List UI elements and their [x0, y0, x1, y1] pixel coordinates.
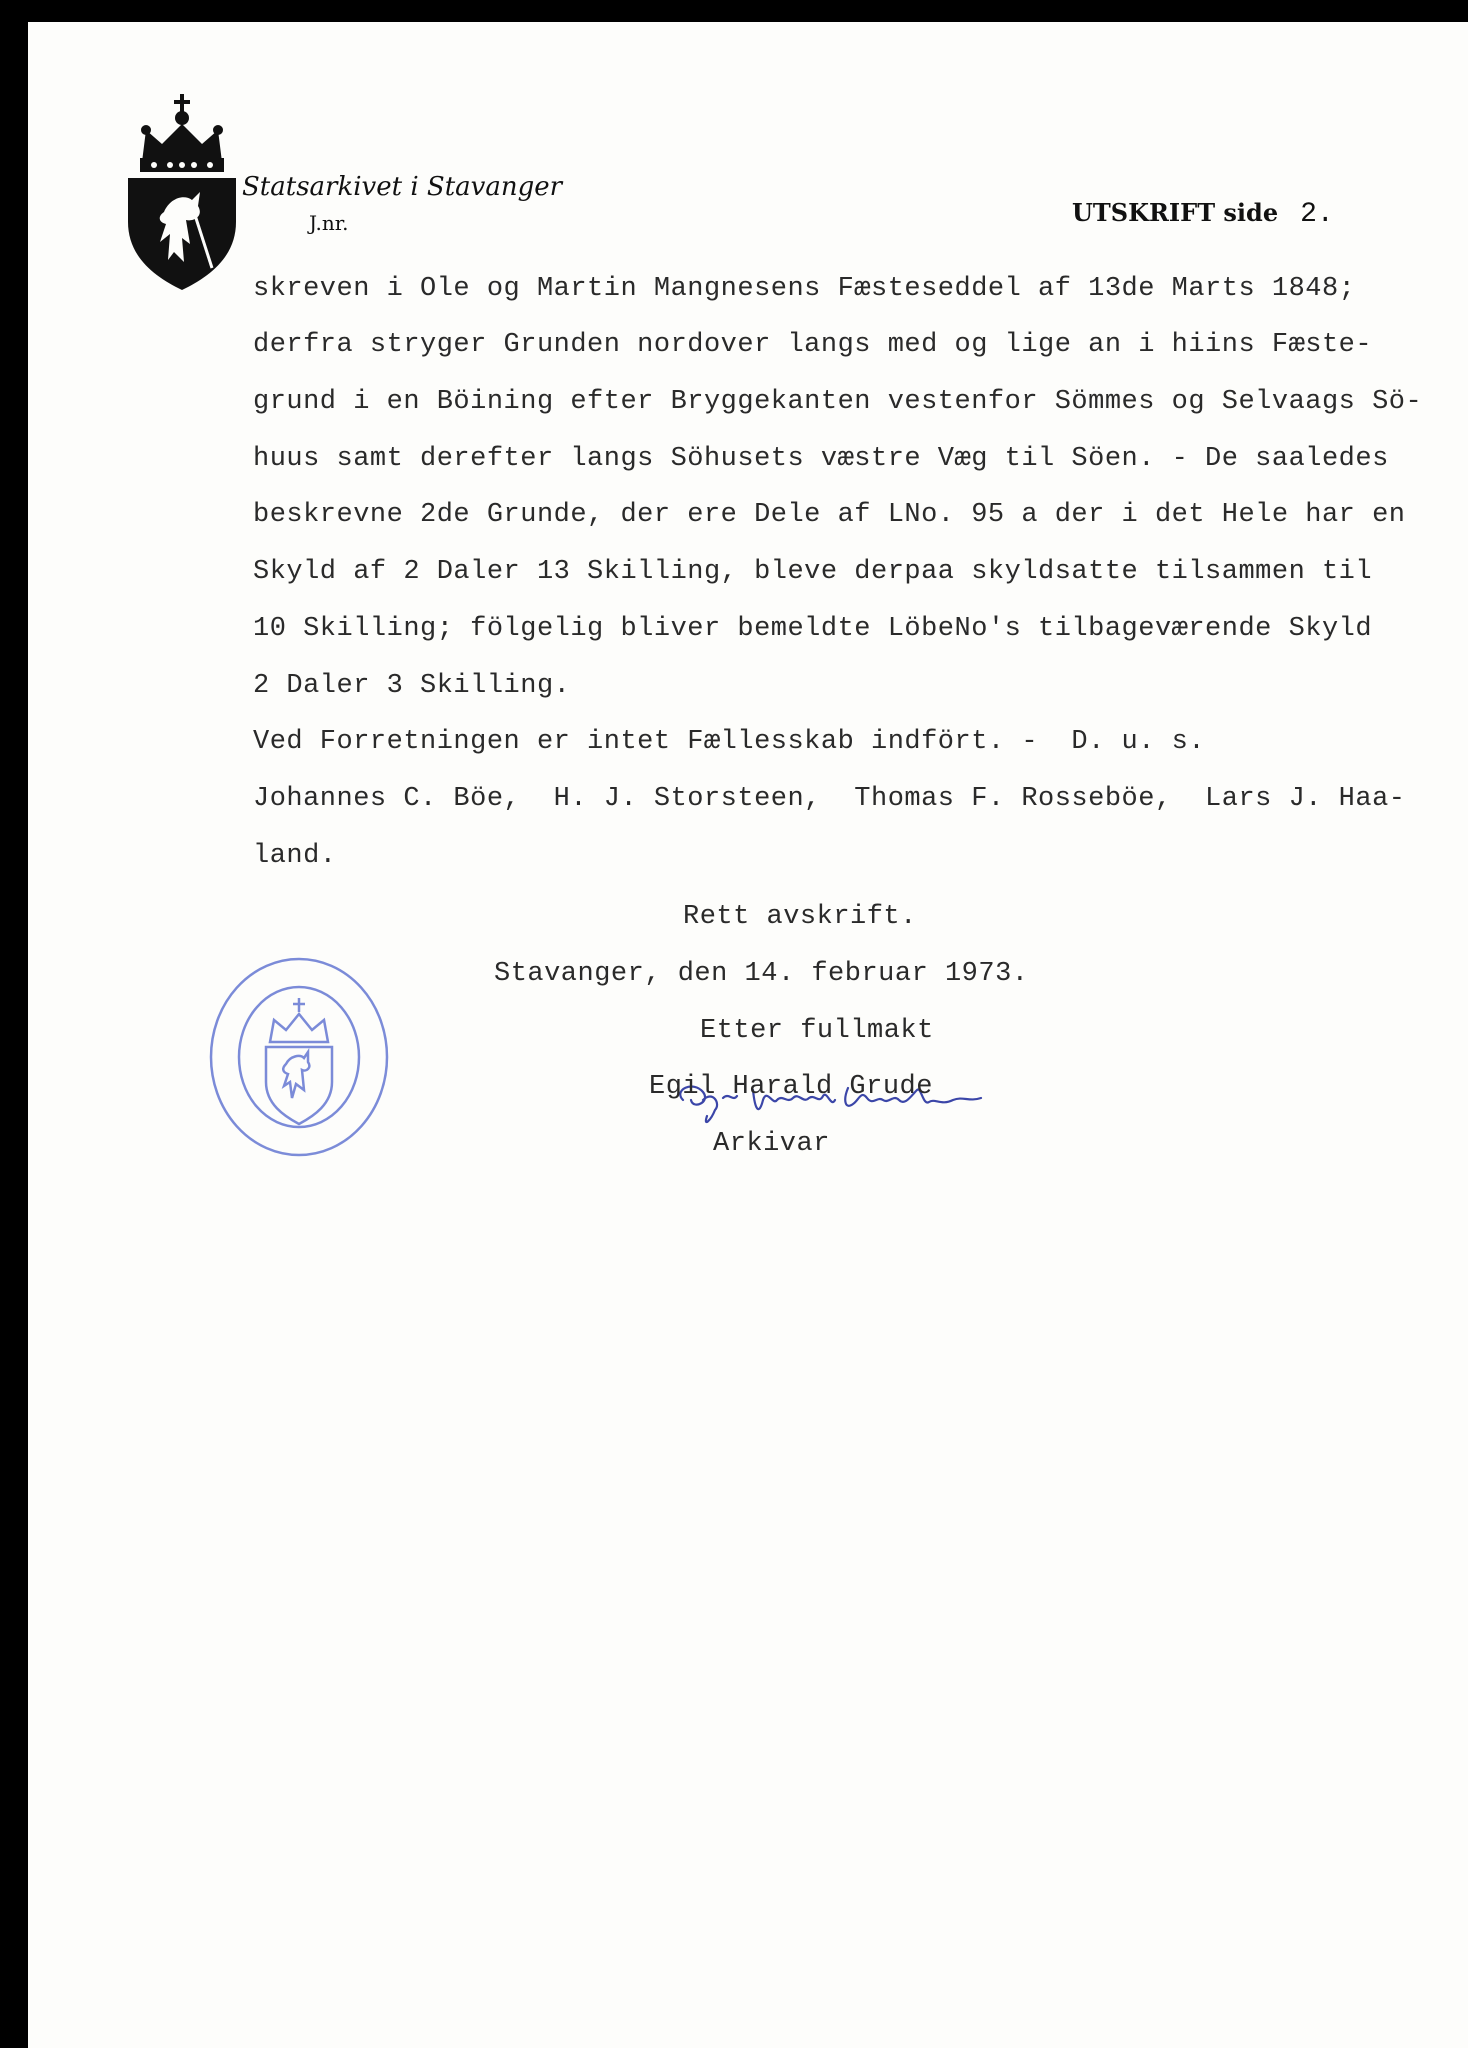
body-line: beskrevne 2de Grunde, der ere Dele af LNo. 95 a der i det Hele har en	[253, 500, 1406, 530]
body-line: Johannes C. Böe, H. J. Storsteen, Thomas F. Rosseböe, Lars J. Haa-	[253, 784, 1406, 814]
body-line: 10 Skilling; fölgelig bliver bemeldte LöbeNo's tilbageværende Skyld	[253, 614, 1373, 644]
body-line: derfra stryger Grunden nordover langs med og lige an i hiins Fæste-	[253, 330, 1373, 360]
document-page	[28, 22, 1468, 2048]
body-line: grund i en Böining efter Bryggekanten vestenfor Sömmes og Selvaags Sö-	[253, 387, 1423, 417]
norwegian-coat-of-arms-icon	[124, 92, 240, 292]
certification-text: Rett avskrift.	[683, 902, 917, 932]
body-line: Skyld af 2 Daler 13 Skilling, bleve derpaa skyldsatte tilsammen til	[253, 557, 1373, 587]
body-line: land.	[253, 841, 337, 871]
authority-text: Etter fullmakt	[700, 1016, 934, 1046]
utskrift-label: UTSKRIFT side	[1072, 198, 1279, 227]
page-header	[1072, 198, 1334, 230]
body-line: huus samt derefter langs Söhusets væstre Væg til Söen. - De saaledes	[253, 444, 1389, 474]
archive-name: Statsarkivet i Stavanger	[242, 172, 563, 202]
body-line: 2 Daler 3 Skilling.	[253, 671, 571, 701]
body-line: skreven i Ole og Martin Mangnesens Fæsteseddel af 13de Marts 1848;	[253, 274, 1356, 304]
page-number: 2.	[1300, 199, 1334, 230]
journal-number-label: J.nr.	[309, 211, 349, 235]
signer-name: Egil Harald Grude	[649, 1072, 933, 1102]
archive-stamp	[204, 952, 394, 1162]
body-line: Ved Forretningen er intet Fællesskab indfört. - D. u. s.	[253, 727, 1206, 757]
signer-title: Arkivar	[713, 1129, 830, 1159]
place-date: Stavanger, den 14. februar 1973.	[494, 959, 1029, 989]
